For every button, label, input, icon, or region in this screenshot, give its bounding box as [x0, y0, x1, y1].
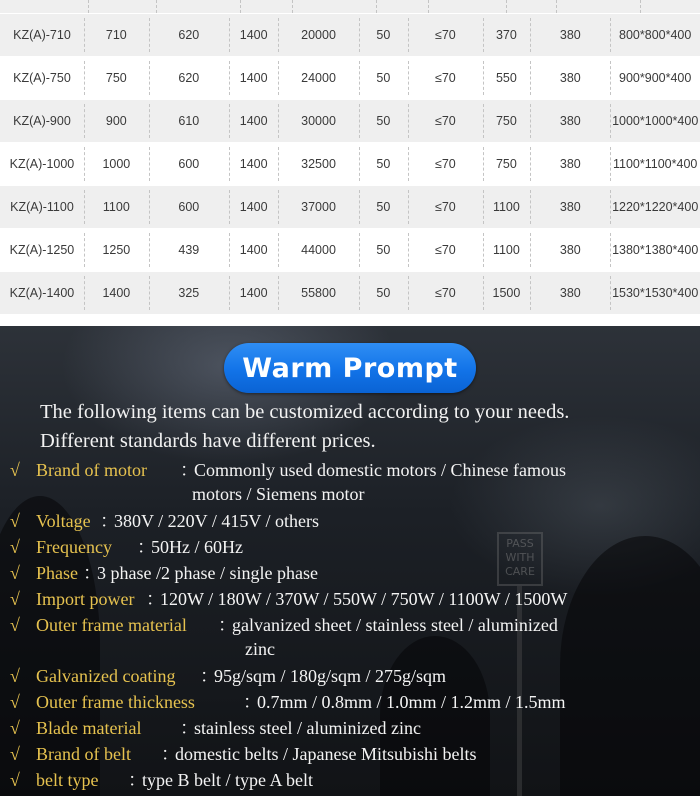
column-divider — [292, 0, 293, 13]
table-row — [0, 100, 700, 142]
road-sign-line: PASS — [506, 537, 534, 550]
option-label: Brand of motor — [36, 460, 147, 480]
option-value: stainless steel / aluminized zinc — [194, 718, 421, 738]
column-divider — [556, 0, 557, 13]
table-cell: 1400 — [229, 100, 279, 142]
intro-text — [40, 398, 569, 456]
check-icon: √ — [10, 460, 20, 480]
model-cell: KZ(A)-750 — [13, 71, 71, 85]
table-cell: ≤70 — [408, 100, 482, 142]
table-cell: ≤70 — [408, 143, 482, 185]
table-row — [0, 186, 700, 228]
check-icon: √ — [10, 692, 20, 712]
option-value: 380V / 220V / 415V / others — [114, 511, 320, 531]
table-cell: 1380*1380*400 — [610, 229, 700, 271]
table-cell: 1000 — [84, 143, 149, 185]
option-separator: ： — [83, 563, 101, 583]
table-row — [0, 57, 700, 99]
option-value-continued: motors / Siemens motor — [192, 484, 365, 504]
table-cell: 1400 — [84, 272, 149, 314]
table-cell: 24000 — [278, 57, 358, 99]
table-cell: 370 — [483, 14, 531, 56]
table-cell: ≤70 — [408, 14, 482, 56]
table-cell: 380 — [530, 143, 610, 185]
option-separator: ： — [180, 718, 198, 738]
option-label: Outer frame thickness — [36, 692, 195, 712]
column-divider — [506, 0, 507, 13]
warm-prompt-panel — [0, 326, 700, 796]
table-cell: 439 — [149, 229, 229, 271]
table-cell: 600 — [149, 143, 229, 185]
table-cell: 750 — [483, 100, 531, 142]
check-icon: √ — [10, 511, 20, 531]
option-label: Import power — [36, 589, 135, 609]
table-cell: 50 — [359, 272, 409, 314]
table-cell: 380 — [530, 272, 610, 314]
table-cell: 50 — [359, 14, 409, 56]
spec-table — [0, 0, 700, 318]
column-divider — [428, 0, 429, 13]
option-separator: ： — [137, 537, 155, 557]
option-separator: ： — [243, 692, 261, 712]
table-row — [0, 272, 700, 314]
model-cell: KZ(A)-1000 — [9, 157, 75, 171]
option-separator: ： — [100, 511, 118, 531]
table-cell: 1100*1100*400 — [610, 143, 700, 185]
table-cell: 800*800*400 — [610, 14, 700, 56]
table-cell: 600 — [149, 186, 229, 228]
check-icon: √ — [10, 718, 20, 738]
table-cell: 380 — [530, 100, 610, 142]
background-tree — [380, 636, 490, 796]
option-label: Galvanized coating — [36, 666, 176, 686]
option-value: 3 phase /2 phase / single phase — [97, 563, 318, 583]
option-value: galvanized sheet / stainless steel / aluminized — [232, 615, 558, 635]
table-cell: 1100 — [84, 186, 149, 228]
option-label: Blade material — [36, 718, 142, 738]
table-cell: 50 — [359, 100, 409, 142]
table-cell: 37000 — [278, 186, 358, 228]
table-cell: 550 — [483, 57, 531, 99]
check-icon: √ — [10, 666, 20, 686]
table-cell: 620 — [149, 14, 229, 56]
option-separator: ： — [128, 770, 146, 790]
column-divider — [156, 0, 157, 13]
table-row — [0, 14, 700, 56]
table-cell: 50 — [359, 57, 409, 99]
table-cell: 710 — [84, 14, 149, 56]
table-cell: 1400 — [229, 14, 279, 56]
check-icon: √ — [10, 589, 20, 609]
table-cell: 1400 — [229, 143, 279, 185]
table-cell: 55800 — [278, 272, 358, 314]
option-separator: ： — [218, 615, 236, 635]
intro-line: The following items can be customized according to your needs. — [40, 401, 570, 423]
table-cell: 1100 — [483, 186, 531, 228]
table-cell: 610 — [149, 100, 229, 142]
option-value: 50Hz / 60Hz — [151, 537, 243, 557]
option-separator: ： — [180, 460, 198, 480]
table-cell: 32500 — [278, 143, 358, 185]
model-cell: KZ(A)-1100 — [10, 200, 74, 214]
table-cell: ≤70 — [408, 57, 482, 99]
table-cell: 1220*1220*400 — [610, 186, 700, 228]
column-divider — [88, 0, 89, 13]
table-cell: 1500 — [483, 272, 531, 314]
option-label: Phase — [36, 563, 78, 583]
option-separator: ： — [200, 666, 218, 686]
option-value: 95g/sqm / 180g/sqm / 275g/sqm — [214, 666, 447, 686]
option-label: Outer frame material — [36, 615, 187, 635]
table-cell: ≤70 — [408, 229, 482, 271]
background-tree — [560, 536, 700, 796]
table-cell: 1000*1000*400 — [610, 100, 700, 142]
table-cell: 750 — [483, 143, 531, 185]
table-cell: 50 — [359, 143, 409, 185]
option-label: Brand of belt — [36, 744, 131, 764]
option-value: domestic belts / Japanese Mitsubishi belts — [175, 744, 477, 764]
check-icon: √ — [10, 537, 20, 557]
table-cell: 20000 — [278, 14, 358, 56]
table-cell: 380 — [530, 229, 610, 271]
option-label: belt type — [36, 770, 99, 790]
model-cell: KZ(A)-1400 — [9, 286, 75, 300]
table-cell: 750 — [84, 57, 149, 99]
table-cell: ≤70 — [408, 186, 482, 228]
table-cell: 30000 — [278, 100, 358, 142]
model-cell: KZ(A)-710 — [13, 28, 71, 42]
option-label: Frequency — [36, 537, 112, 557]
table-cell: 1250 — [84, 229, 149, 271]
table-cell: 1400 — [229, 186, 279, 228]
table-cell: 380 — [530, 186, 610, 228]
option-separator: ： — [161, 744, 179, 764]
table-row — [0, 229, 700, 271]
column-divider — [640, 0, 641, 13]
option-label: Voltage — [36, 511, 91, 531]
option-separator: ： — [146, 589, 164, 609]
road-sign — [497, 532, 543, 586]
table-cell: 1400 — [229, 229, 279, 271]
check-icon: √ — [10, 615, 20, 635]
road-sign-line: CARE — [505, 565, 535, 578]
table-cell: 380 — [530, 57, 610, 99]
table-top-strip — [0, 0, 700, 13]
table-cell: 1530*1530*400 — [610, 272, 700, 314]
check-icon: √ — [10, 563, 20, 583]
option-value: Commonly used domestic motors / Chinese famous — [194, 460, 566, 480]
intro-line: Different standards have different prices. — [40, 430, 376, 452]
table-cell: 1400 — [229, 57, 279, 99]
table-row — [0, 143, 700, 185]
table-cell: 620 — [149, 57, 229, 99]
road-sign-line: WITH — [505, 551, 535, 564]
table-cell: 1400 — [229, 272, 279, 314]
table-cell: 50 — [359, 229, 409, 271]
table-cell: ≤70 — [408, 272, 482, 314]
option-value: 120W / 180W / 370W / 550W / 750W / 1100W / 1500W — [160, 589, 568, 609]
table-cell: 900*900*400 — [610, 57, 700, 99]
table-cell: 44000 — [278, 229, 358, 271]
option-value: 0.7mm / 0.8mm / 1.0mm / 1.2mm / 1.5mm — [257, 692, 566, 712]
warm-prompt-title: Warm Prompt — [224, 343, 476, 393]
table-cell: 50 — [359, 186, 409, 228]
option-value-continued: zinc — [245, 639, 275, 659]
check-icon: √ — [10, 744, 20, 764]
table-cell: 1100 — [483, 229, 531, 271]
table-cell: 325 — [149, 272, 229, 314]
table-cell: 380 — [530, 14, 610, 56]
model-cell: KZ(A)-1250 — [9, 243, 75, 257]
check-icon: √ — [10, 770, 20, 790]
column-divider — [376, 0, 377, 13]
option-value: type B belt / type A belt — [142, 770, 313, 790]
table-cell: 900 — [84, 100, 149, 142]
model-cell: KZ(A)-900 — [13, 114, 71, 128]
column-divider — [240, 0, 241, 13]
